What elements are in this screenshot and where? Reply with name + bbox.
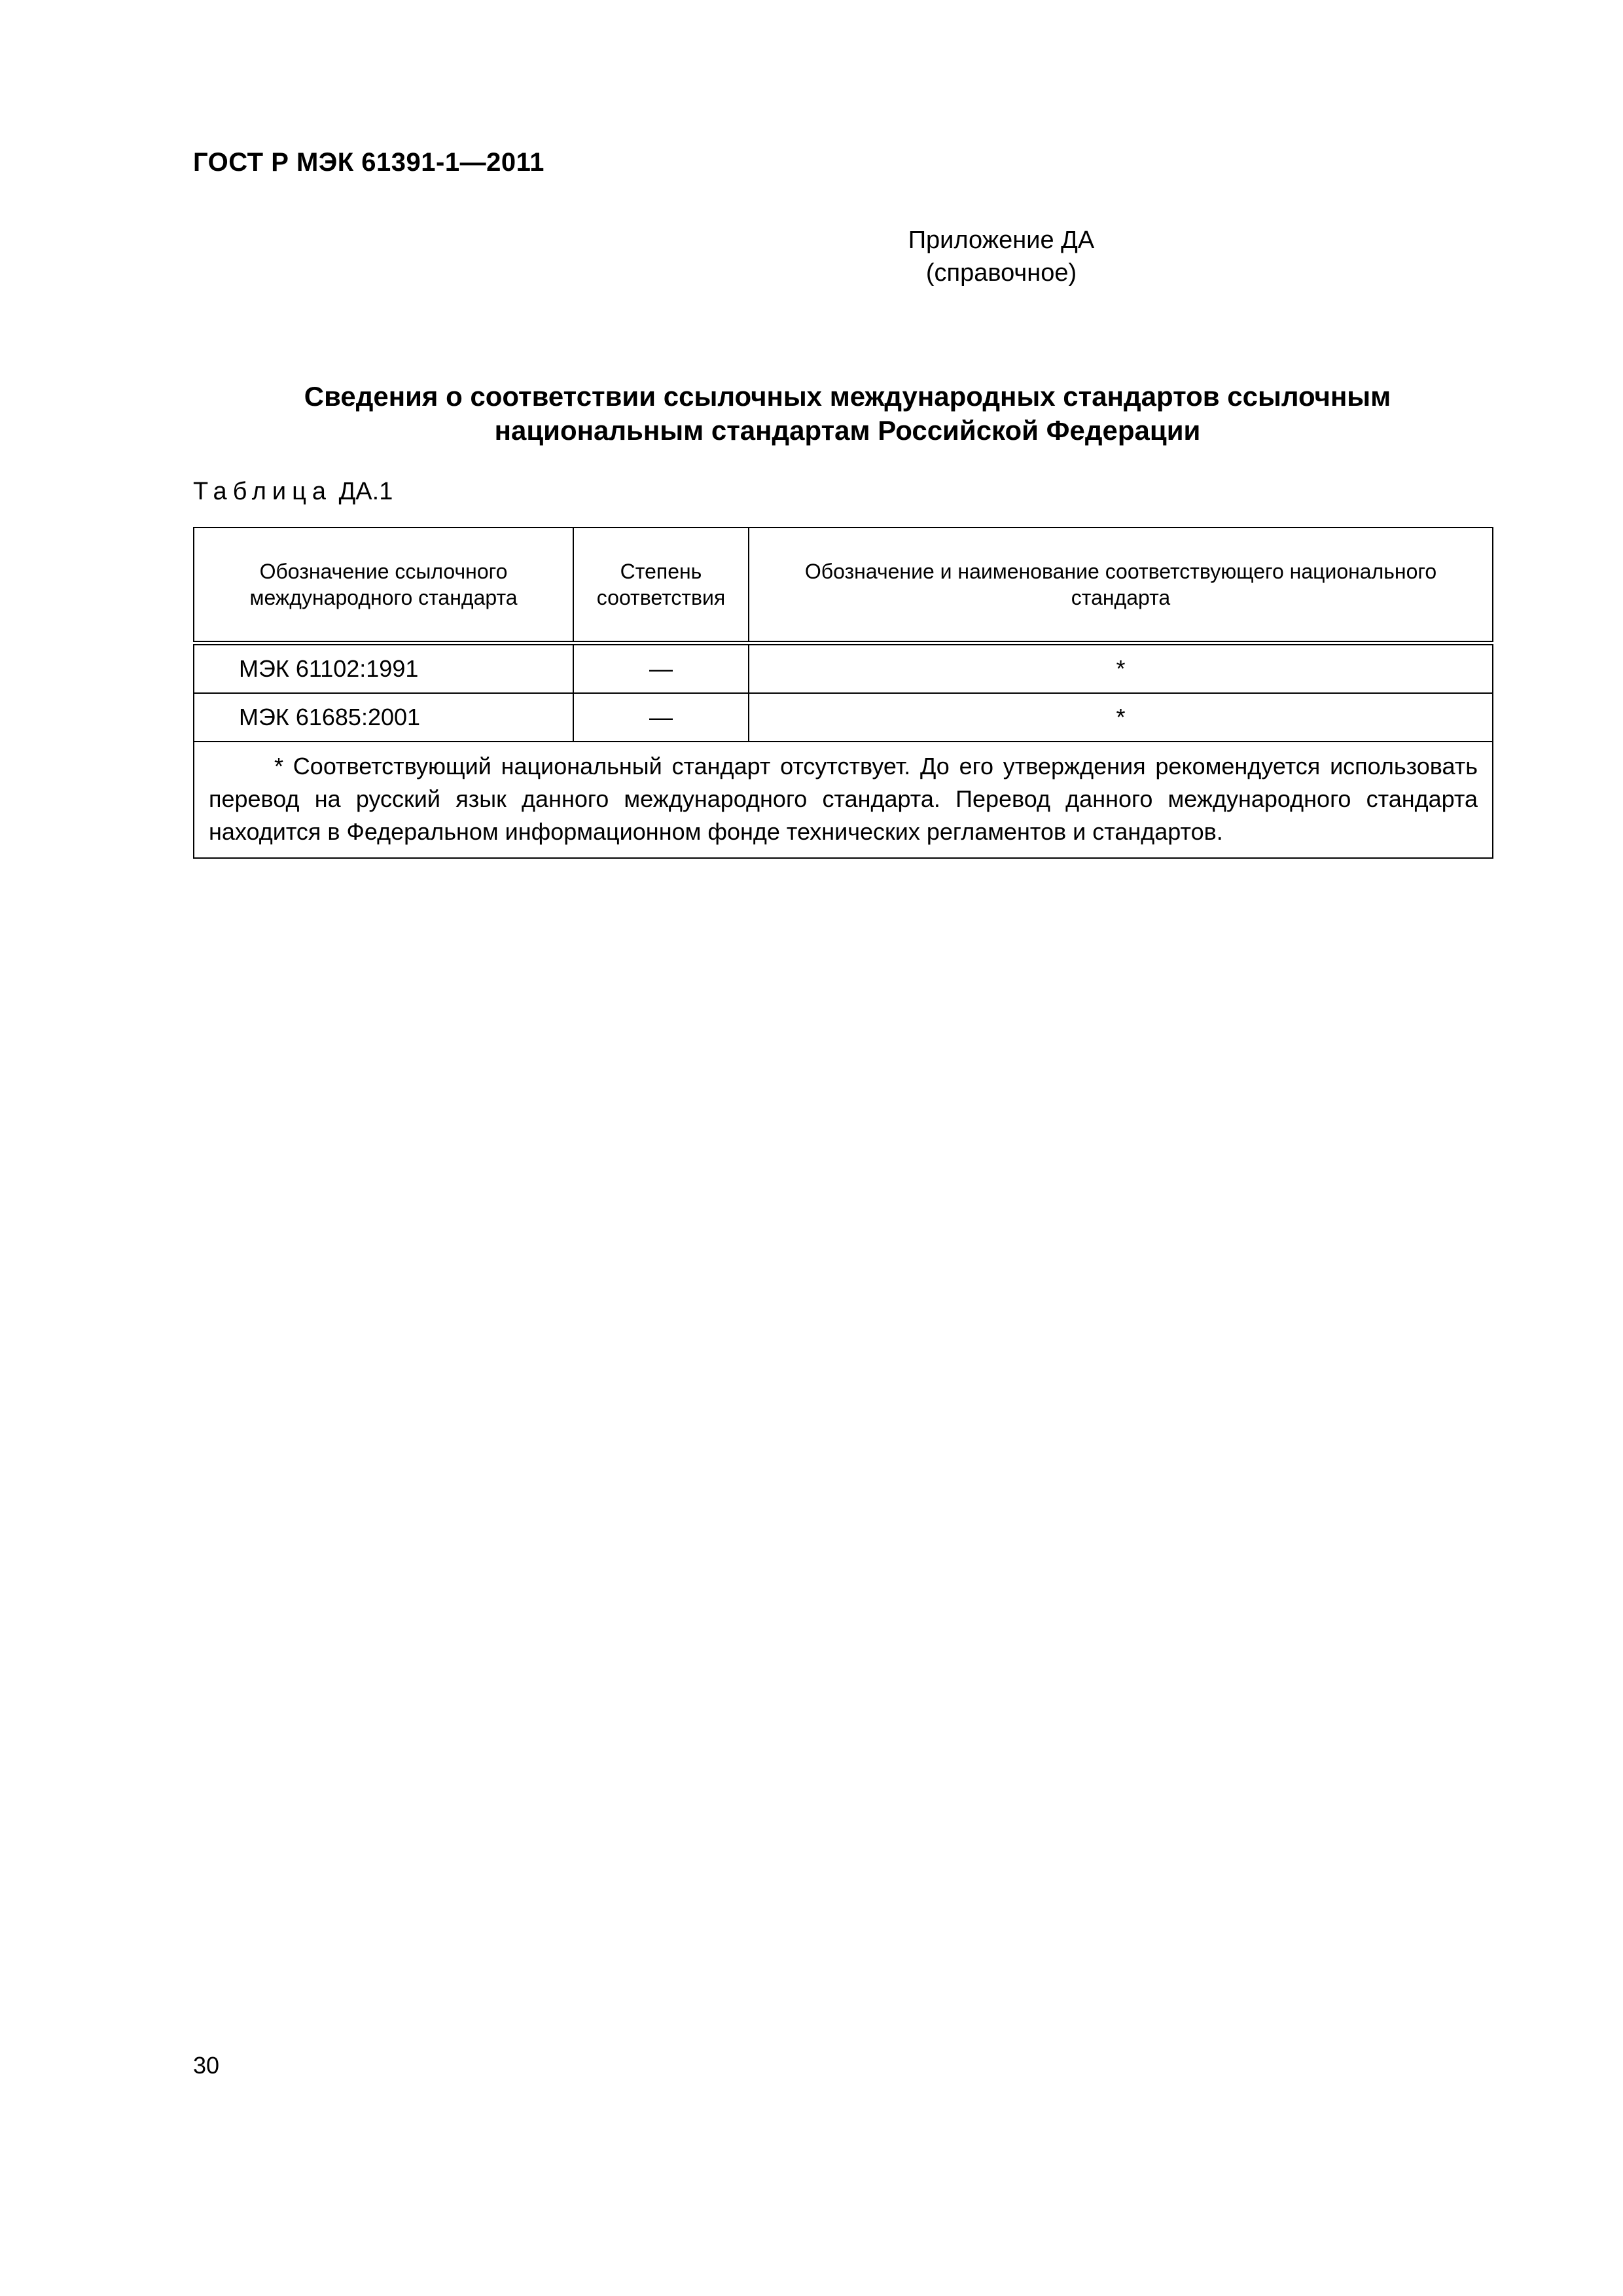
- correspondence-table: [193, 527, 1493, 859]
- table-footnote-row: [194, 742, 1493, 858]
- appendix-kind: (справочное): [925, 259, 1077, 287]
- table-caption: [193, 478, 393, 506]
- column-header-degree: [573, 528, 749, 643]
- cell-degree: —: [573, 693, 749, 742]
- table-caption-number: ДА.1: [338, 478, 393, 505]
- cell-designation: МЭК 61102:1991: [194, 643, 573, 694]
- cell-national: *: [749, 643, 1493, 694]
- column-header-national-text: Обозначение и наименование соответствующего национального стандарта: [804, 560, 1437, 609]
- table-header-row: [194, 528, 1493, 643]
- cell-designation: МЭК 61685:2001: [194, 693, 573, 742]
- table-row: [194, 693, 1493, 742]
- column-header-designation-text: Обозначение ссылочного международного стандарта: [249, 560, 518, 609]
- section-title: [193, 380, 1502, 448]
- section-title-line-1: Сведения о соответствии ссылочных международных стандартов ссылочным: [304, 381, 1391, 412]
- appendix-title: Приложение ДА: [908, 226, 1095, 254]
- correspondence-table-wrapper: [193, 527, 1492, 859]
- table-footnote: * Соответствующий национальный стандарт отсутствует. До его утверждения рекомендуется использовать перевод на русский язык данного международного стандарта. Перевод данного международного стандарта находится в Федеральном информационном фонде технических регламентов и стандартов.: [209, 753, 1478, 845]
- column-header-designation: [194, 528, 573, 643]
- cell-national: *: [749, 693, 1493, 742]
- document-code: ГОСТ Р МЭК 61391-1—2011: [193, 148, 544, 177]
- table-footnote-cell: [194, 742, 1493, 858]
- column-header-national: [749, 528, 1493, 643]
- page-number: 30: [193, 2052, 220, 2079]
- column-header-degree-text: Степень соответствия: [596, 560, 726, 609]
- cell-degree: —: [573, 643, 749, 694]
- table-row: [194, 643, 1493, 694]
- section-title-line-2: национальным стандартам Российской Федерации: [494, 415, 1201, 446]
- table-caption-word: Таблица: [193, 478, 332, 505]
